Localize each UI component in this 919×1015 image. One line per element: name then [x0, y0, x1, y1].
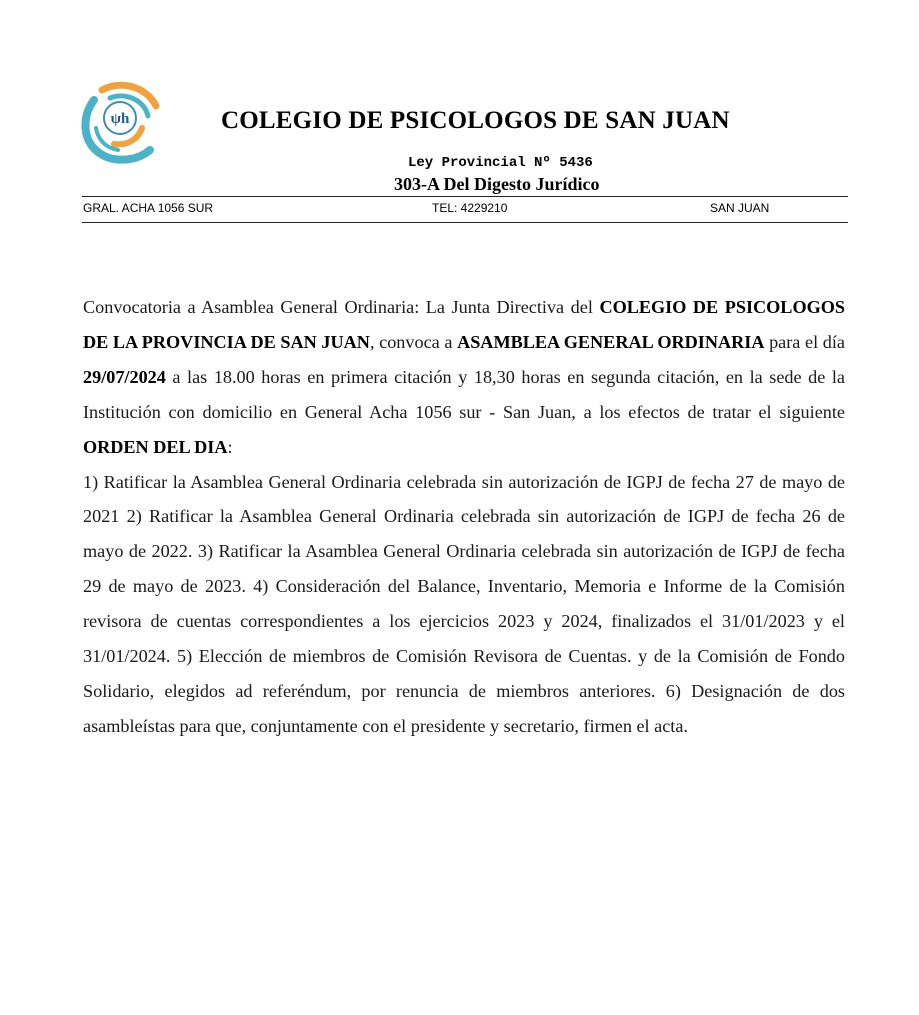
city-text: SAN JUAN — [710, 201, 770, 215]
address-text: GRAL. ACHA 1056 SUR — [83, 201, 214, 215]
phone-text: TEL: 4229210 — [432, 201, 508, 215]
header-divider-bottom — [82, 222, 848, 223]
digesto-juridico: 303-A Del Digesto Jurídico — [394, 174, 600, 194]
document-body — [83, 290, 845, 744]
organization-title: COLEGIO DE PSICOLOGOS DE SAN JUAN — [221, 107, 730, 134]
colegio-logo — [80, 78, 162, 164]
ley-provincial: Ley Provincial Nº 5436 — [408, 155, 593, 171]
header-divider-top — [82, 196, 848, 197]
logo-monogram: ψh — [110, 111, 130, 127]
orden-del-dia-paragraph: 1) Ratificar la Asamblea General Ordinaria celebrada sin autorización de IGPJ de fecha 27 de mayo de 2021 2) Ratificar la Asamblea General Ordinaria celebrada sin autorización de IGPJ de fecha 26 de mayo de 2022. 3) Ratificar la Asamblea General Ordinaria celebrada sin autorización de IGPJ de fecha 29 de mayo de 2023. 4) Consideración del Balance, Inventario, Memoria e Informe de la Comisión revisora de cuentas correspondientes a los ejercicios 2023 y 2024, finalizados el 31/01/2023 y el 31/01/2024. 5) Elección de miembros de Comisión Revisora de Cuentas. y de la Comisión de Fondo Solidario, elegidos ad referéndum, por renuncia de miembros anteriores. 6) Designación de dos asambleístas para que, conjuntamente con el presidente y secretario, firmen el acta. — [83, 471, 845, 736]
convocatoria-paragraph: Convocatoria a Asamblea General Ordinaria: La Junta Directiva del COLEGIO DE PSICOLOGOS DE LA PROVINCIA DE SAN JUAN, convoca a ASAMBLEA GENERAL ORDINARIA para el día 29/07/2024 a las 18.00 horas en primera citación y 18,30 horas en segunda citación, en la sede de la Institución con domicilio en General Acha 1056 sur - San Juan, a los efectos de tratar el siguiente ORDEN DEL DIA: — [83, 297, 845, 457]
